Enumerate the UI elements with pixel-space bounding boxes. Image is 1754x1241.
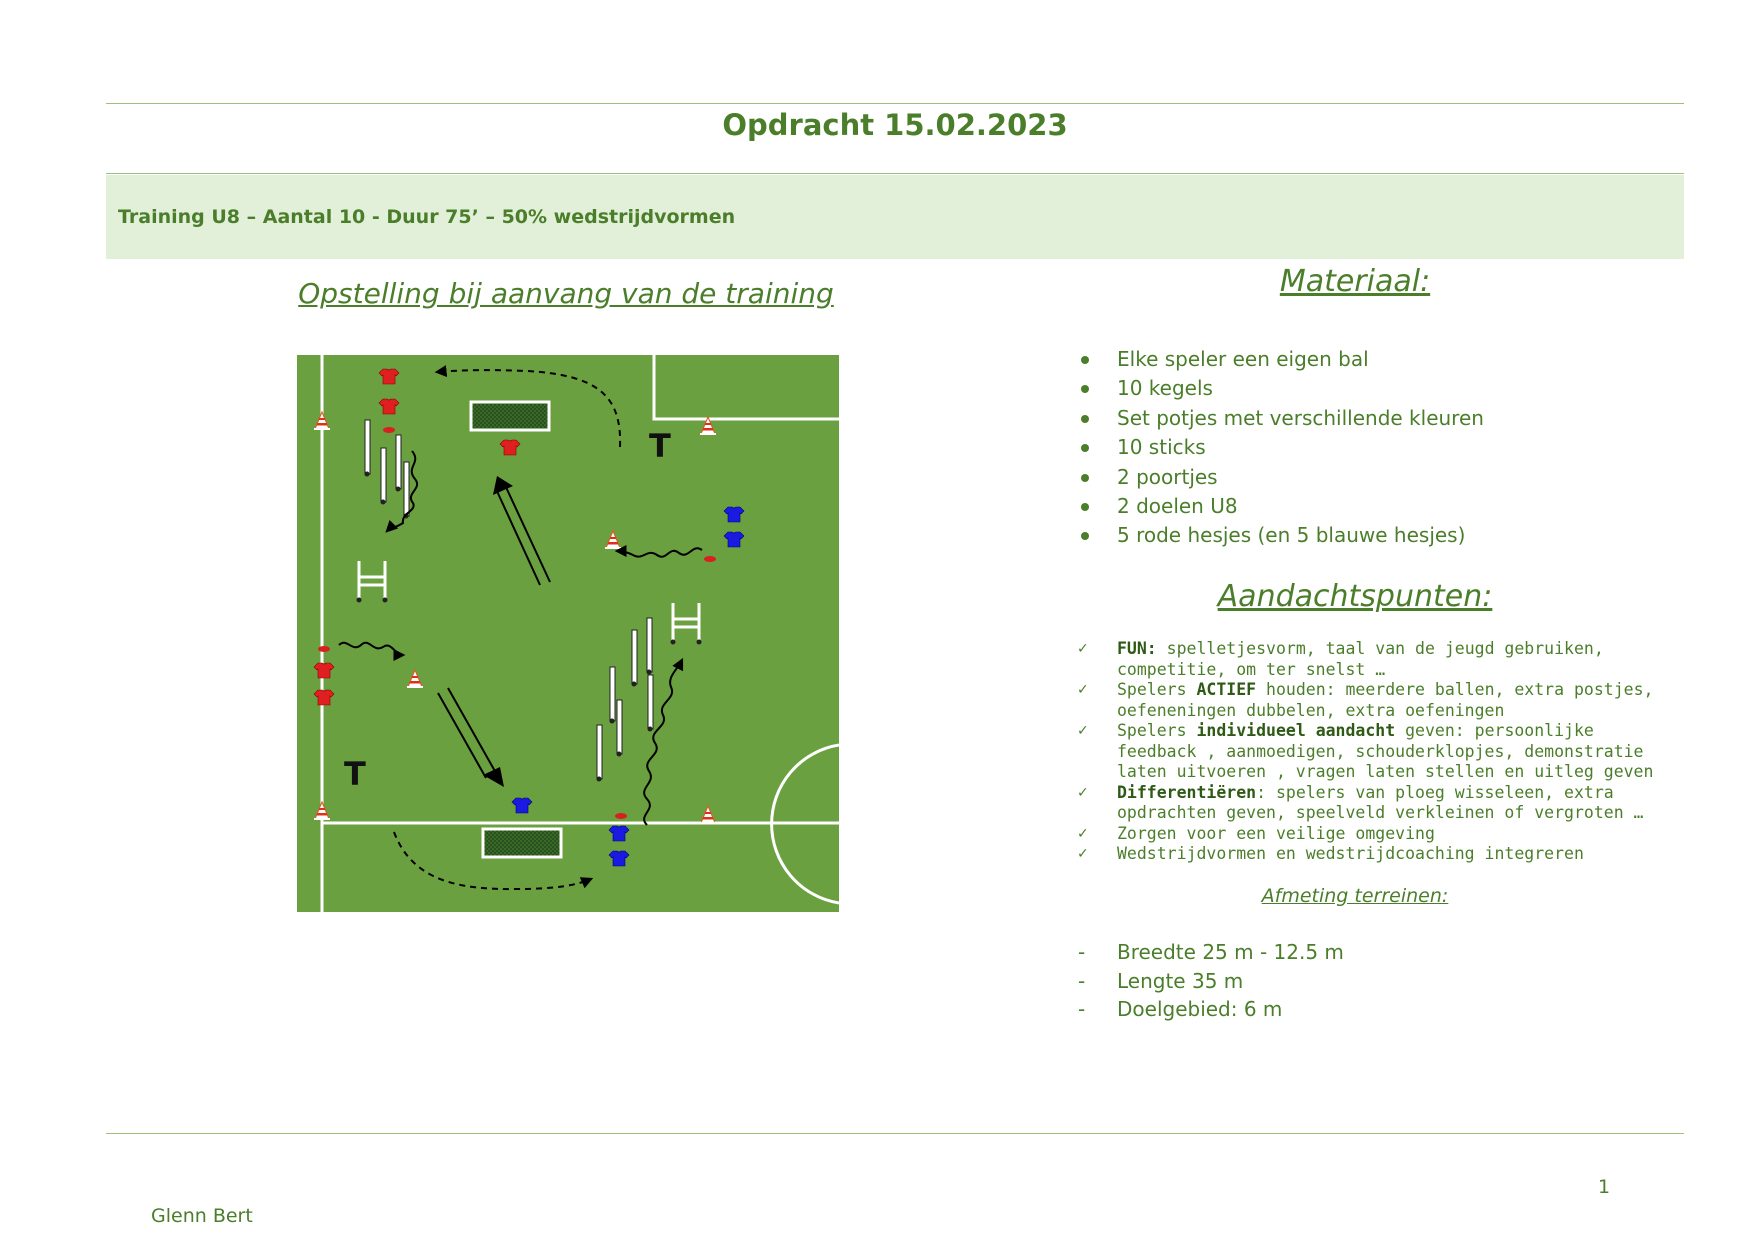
dimensions-heading: Afmeting terreinen: — [1261, 885, 1449, 907]
list-item: - Lengte 35 m — [1078, 968, 1244, 993]
dimensions-list — [1075, 940, 1344, 1026]
trainer-marker-bottom: T — [344, 755, 366, 793]
list-item: ✓ Differentiëren: spelers van ploeg wisseleen, extra opdrachten geven, speelveld verkleinen of vergroten … — [1077, 782, 1644, 822]
training-field-diagram — [297, 355, 839, 912]
check-icon: ✓ — [1077, 723, 1089, 739]
list-item: - Doelgebied: 6 m — [1078, 997, 1283, 1021]
check-icon: ✓ — [1077, 825, 1089, 842]
list-item: 10 sticks — [1075, 435, 1484, 464]
subtitle: Training U8 – Aantal 10 - Duur 75’ – 50% wedstrijdvormen — [118, 206, 736, 228]
check-icon: ✓ — [1077, 846, 1089, 862]
list-item: ✓ Wedstrijdvormen en wedstrijdcoaching integreren — [1077, 844, 1584, 863]
grass — [297, 355, 839, 912]
goal-top — [471, 402, 549, 430]
list-item: Elke speler een eigen bal — [1075, 347, 1484, 376]
subtitle-band — [106, 175, 1684, 259]
list-item: ✓ Spelers ACTIEF houden: meerdere ballen, extra postjes, oefeneningen dubbelen, extra oefeningen — [1077, 680, 1654, 720]
check-icon: ✓ — [1077, 682, 1089, 698]
list-item: 2 doelen U8 — [1075, 494, 1484, 523]
footer-rule — [106, 1133, 1684, 1134]
trainer-marker-top: T — [649, 427, 671, 465]
list-item: ✓ Zorgen voor een veilige omgeving — [1077, 823, 1435, 843]
author: Glenn Bert — [151, 1205, 253, 1227]
check-icon: ✓ — [1077, 784, 1089, 801]
list-item: Set potjes met verschillende kleuren — [1075, 406, 1484, 435]
setup-heading: Opstelling bij aanvang van de training — [298, 277, 834, 310]
list-item: - Breedte 25 m - 12.5 m — [1078, 940, 1344, 964]
top-rule — [106, 103, 1684, 104]
goal-bottom — [483, 829, 561, 857]
page-title: Opdracht 15.02.2023 — [722, 108, 1068, 142]
page-number: 1 — [1598, 1176, 1611, 1198]
list-item: ✓ FUN: spelletjesvorm, taal van de jeugd gebruiken, competitie, om ter snelst … — [1077, 639, 1604, 679]
materials-list — [1075, 347, 1484, 553]
attention-heading: Aandachtspunten: — [1217, 579, 1493, 614]
list-item: 5 rode hesjes (en 5 blauwe hesjes) — [1075, 523, 1484, 552]
list-item: 10 kegels — [1075, 376, 1484, 405]
materials-heading: Materiaal: — [1279, 264, 1431, 299]
band-top-rule — [106, 173, 1684, 174]
attention-list — [1075, 639, 1675, 865]
list-item: ✓ Spelers individueel aandacht geven: persoonlijke feedback , aanmoedigen, schouderklopjes, demonstratie laten uitvoeren , vragen laten stellen en uitleg geven — [1077, 721, 1654, 781]
list-item: 2 poortjes — [1075, 465, 1484, 494]
check-icon: ✓ — [1077, 641, 1089, 657]
